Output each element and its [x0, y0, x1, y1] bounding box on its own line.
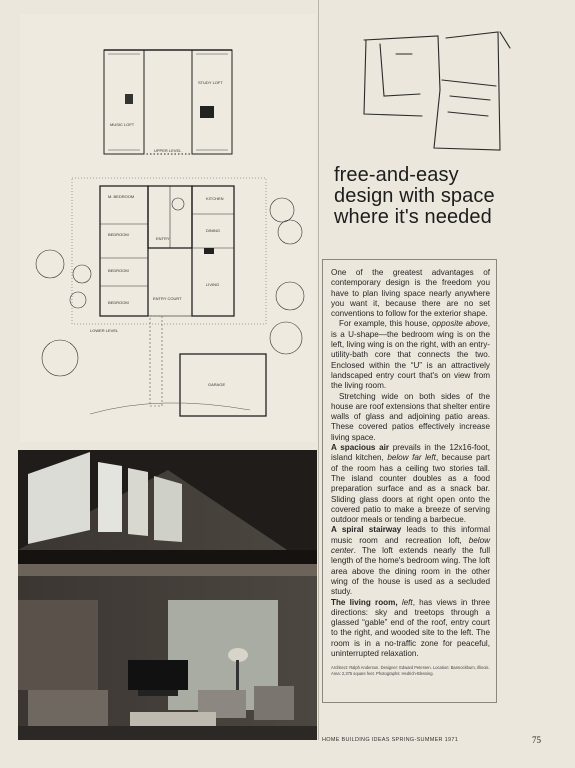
page-number: 75 [532, 735, 541, 745]
plan-label-study-loft: STUDY LOFT [198, 80, 223, 85]
headline-line-1: free-and-easy [334, 164, 459, 186]
floor-plan-drawing [20, 14, 316, 442]
photo-credits: Architect: Ralph Anderson. Designer: Edward Petersen. Location: Bannockburn, Illinois. Area: 2,375 square feet. Photographs: Hedrich-Blessing. [331, 665, 490, 676]
plan-label-bedroom-1: BEDROOM [108, 232, 129, 237]
plan-label-m-bedroom: M. BEDROOM [108, 194, 135, 199]
plan-label-entry-court: ENTRY COURT [153, 296, 182, 301]
column-divider [318, 0, 319, 740]
plan-label-lower-level: LOWER LEVEL [90, 328, 119, 333]
plan-label-garage: GARAGE [208, 382, 226, 387]
plan-label-upper-level: UPPER LEVEL [154, 148, 182, 153]
plan-label-living: LIVING [206, 282, 220, 287]
headline-line-3: where it's needed [334, 206, 492, 228]
paragraph-6: The living room, left, has views in three directions: sky and treetops through a glassed “gable” end of the roof, entry court to the right, and wooded site to the left. The room is in a no-traffic zone for peaceful, uninterrupted relaxation. [331, 597, 491, 658]
article-headline [334, 165, 554, 228]
plan-label-dining: DINING [206, 228, 220, 233]
plan-label-bedroom-2: BEDROOM [108, 268, 129, 273]
article-body [322, 259, 497, 703]
paragraph-2: For example, this house, opposite above, is a U-shape—the bedroom wing is on the left, living wing is on the right, with an entry-utility-bath core that connects the two. Enclosed within the “U” is an attractively landscaped entry court that's on view from the living room. [331, 319, 490, 391]
plan-label-entry: ENTRY [156, 236, 170, 241]
plan-label-bedroom-3: BEDROOM [108, 300, 129, 305]
paragraph-1: One of the greatest advantages of contemporary design is the freedom you have to plan living space nearly anywhere you want it, because there are no set conventions to follow for the exterior shape. [331, 268, 490, 319]
headline-line-2: design with space [334, 185, 495, 207]
hand-sketch-drawing [350, 20, 520, 160]
plan-label-kitchen: KITCHEN [206, 196, 224, 201]
paragraph-3: Stretching wide on both sides of the house are roof extensions that shelter entire walls of glass and adjoining patio areas. These covered patios effectively increase living space. [331, 391, 490, 442]
living-room-photo [18, 450, 317, 740]
magazine-footer: HOME BUILDING IDEAS SPRING-SUMMER 1971 [322, 737, 459, 743]
paragraph-5: A spiral stairway leads to this informal music room and recreation loft, below center. The loft extends nearly the full length of the home's bedroom wing. The loft area above the dining room in the other wing of the house is used as a secluded study. [331, 525, 490, 597]
plan-label-music-loft: MUSIC LOFT [110, 122, 135, 127]
paragraph-4: A spacious air prevails in the 12x16-foot, island kitchen, below far left, because part of the room has a ceiling two stories tall. The island counter doubles as a food preparation surface and as a snack bar. Sliding glass doors at right open onto the covered patio to make a breeze of serving outdoor meals or tending a barbecue. [331, 443, 490, 525]
